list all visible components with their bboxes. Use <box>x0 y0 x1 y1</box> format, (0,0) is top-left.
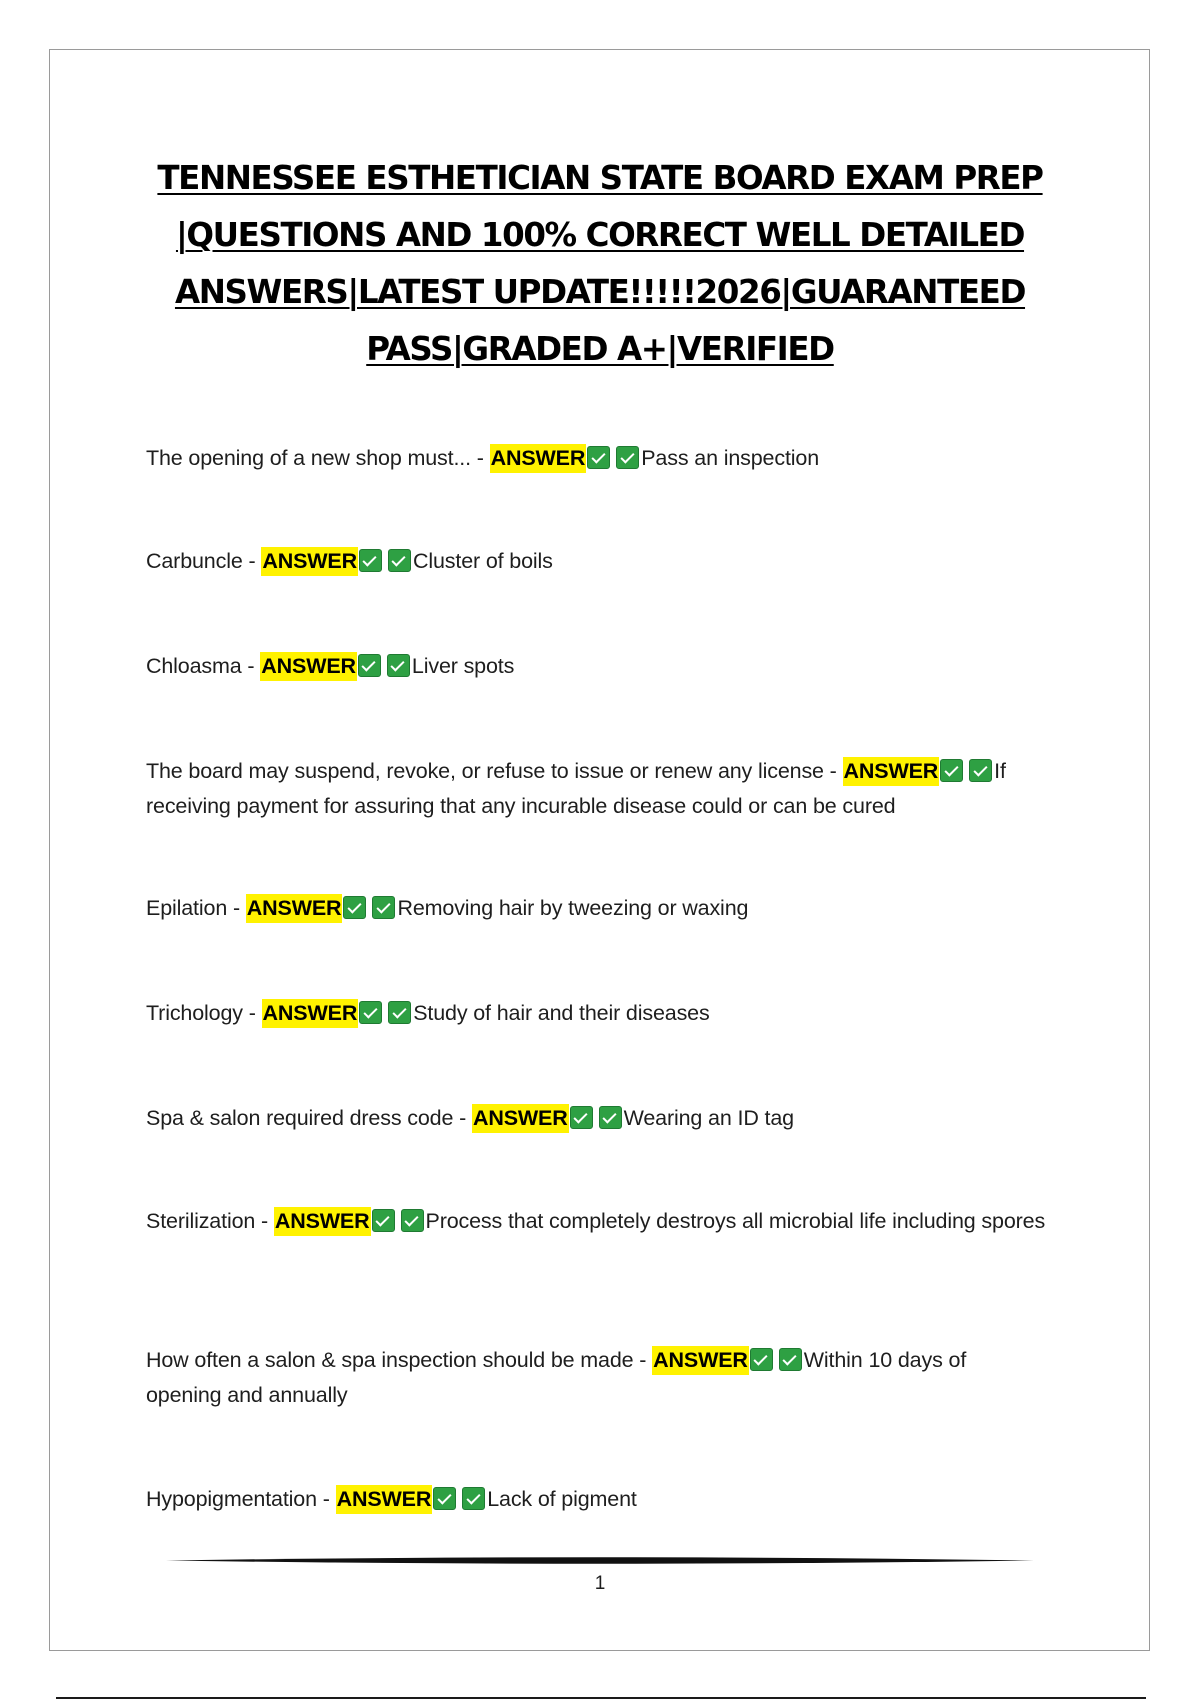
answer-text: Lack of pigment <box>487 1487 637 1511</box>
question-text: Spa & salon required dress code - <box>146 1106 472 1130</box>
answer-label: ANSWER <box>260 652 357 681</box>
qa-item <box>146 1343 1046 1413</box>
answer-text: Removing hair by tweezing or waxing <box>397 896 749 920</box>
green-check-box-icon <box>359 549 382 572</box>
green-check-box-icon <box>372 896 395 919</box>
qa-item <box>146 441 1046 476</box>
answer-label: ANSWER <box>262 999 359 1028</box>
green-check-box-icon <box>462 1487 485 1510</box>
qa-item <box>146 544 1046 579</box>
answer-label: ANSWER <box>472 1104 569 1133</box>
answer-label: ANSWER <box>274 1207 371 1236</box>
answer-text: Wearing an ID tag <box>623 1106 794 1130</box>
green-check-box-icon <box>969 759 992 782</box>
question-text: Epilation - <box>146 896 246 920</box>
green-check-box-icon <box>587 446 610 469</box>
green-check-box-icon <box>570 1106 593 1129</box>
green-check-box-icon <box>750 1348 773 1371</box>
answer-label: ANSWER <box>652 1346 749 1375</box>
answer-label: ANSWER <box>246 894 343 923</box>
qa-item <box>146 649 1046 684</box>
green-check-box-icon <box>372 1209 395 1232</box>
footer-divider <box>166 1557 1034 1564</box>
question-text: Carbuncle - <box>146 549 262 573</box>
green-check-box-icon <box>940 759 963 782</box>
document-title: TENNESSEE ESTHETICIAN STATE BOARD EXAM PREP |QUESTIONS AND 100% CORRECT WELL DETAILED ANSWERS|LATEST UPDATE!!!!!2026|GUARANTEED PASS|GRADED A+|VERIFIED <box>157 159 1043 368</box>
green-check-box-icon <box>616 446 639 469</box>
answer-label: ANSWER <box>336 1485 433 1514</box>
question-text: Chloasma - <box>146 654 261 678</box>
qa-item <box>146 1204 1046 1239</box>
question-text: Trichology - <box>146 1001 262 1025</box>
green-check-box-icon <box>599 1106 622 1129</box>
answer-label: ANSWER <box>261 547 358 576</box>
green-check-box-icon <box>388 549 411 572</box>
question-text: Sterilization - <box>146 1209 274 1233</box>
question-text: Hypopigmentation - <box>146 1487 336 1511</box>
qa-item <box>146 754 1046 824</box>
answer-label: ANSWER <box>490 444 587 473</box>
qa-item <box>146 891 1046 926</box>
answer-text: Study of hair and their diseases <box>413 1001 710 1025</box>
qa-item <box>146 996 1046 1031</box>
qa-item <box>146 1101 1046 1136</box>
green-check-box-icon <box>779 1348 802 1371</box>
answer-text: If receiving payment for assuring that any incurable disease could or can be cured <box>146 759 1006 818</box>
green-check-box-icon <box>387 654 410 677</box>
next-page-edge <box>56 1697 1146 1699</box>
green-check-box-icon <box>358 654 381 677</box>
page-number: 1 <box>594 1573 606 1594</box>
green-check-box-icon <box>359 1001 382 1024</box>
answer-text: Pass an inspection <box>641 446 820 470</box>
answer-text: Within 10 days of opening and annually <box>146 1348 967 1407</box>
green-check-box-icon <box>388 1001 411 1024</box>
qa-item <box>146 1482 1046 1517</box>
green-check-box-icon <box>343 896 366 919</box>
question-text: The opening of a new shop must... - <box>146 446 490 470</box>
green-check-box-icon <box>433 1487 456 1510</box>
green-check-box-icon <box>401 1209 424 1232</box>
answer-label: ANSWER <box>843 757 940 786</box>
question-text: How often a salon & spa inspection should be made - <box>146 1348 653 1372</box>
answer-text: Cluster of boils <box>412 549 553 573</box>
answer-text: Process that completely destroys all microbial life including spores <box>425 1209 1046 1233</box>
answer-text: Liver spots <box>411 654 515 678</box>
question-text: The board may suspend, revoke, or refuse to issue or renew any license - <box>146 759 843 783</box>
